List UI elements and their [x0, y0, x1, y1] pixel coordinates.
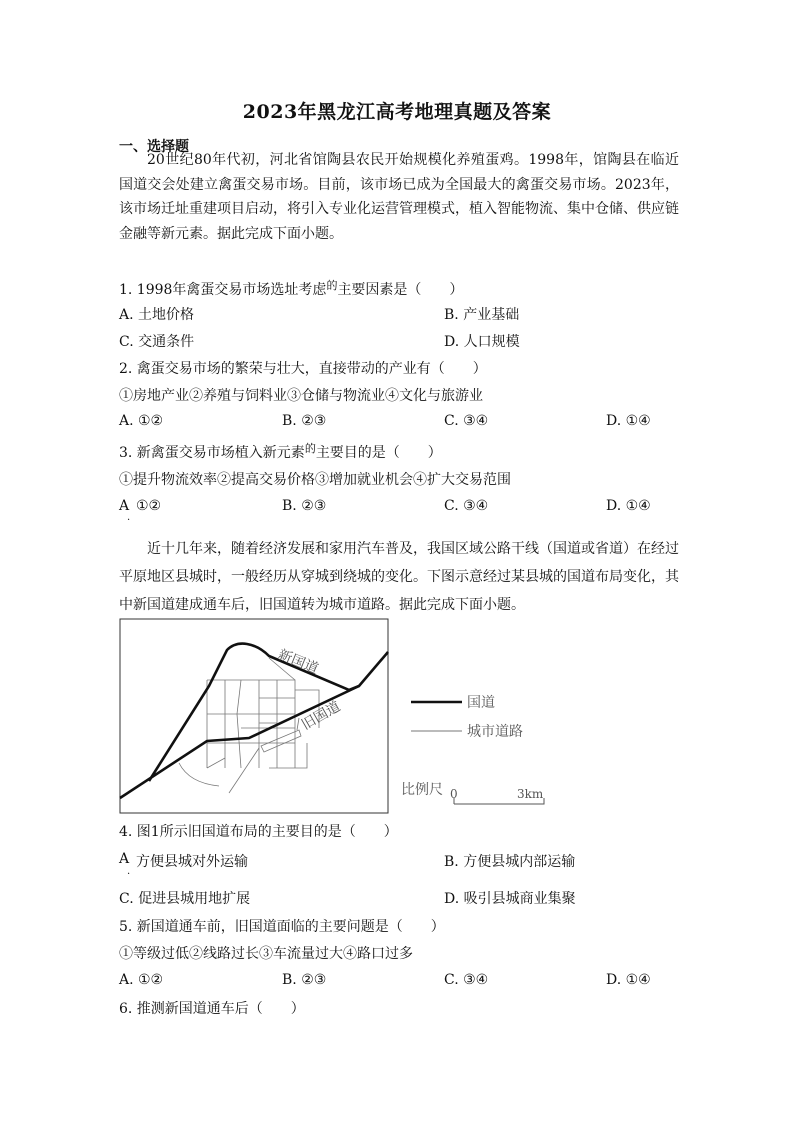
q2-option-b: B. ②③	[282, 413, 327, 429]
question-1-stem-de: 的	[326, 279, 338, 292]
map-frame	[120, 619, 388, 813]
q4-option-a: 方便县城对外运输	[136, 854, 248, 870]
question-1-stem-b: 主要因素是（ ）	[337, 282, 464, 298]
q2-option-d: D. ①④	[606, 413, 651, 429]
question-3-items: ①提升物流效率②提高交易价格③增加就业机会④扩大交易范围	[119, 472, 511, 488]
question-1-stem-a: 1. 1998年禽蛋交易市场选址考虑	[119, 282, 327, 298]
q4-option-d: D. 吸引县城商业集聚	[444, 891, 576, 907]
q2-option-a: A. ①②	[119, 413, 164, 429]
page-title: 2023年黑龙江高考地理真题及答案	[242, 101, 552, 123]
scale-zero: 0	[450, 787, 458, 801]
q5-option-a: A. ①②	[119, 972, 164, 988]
passage-2: 近十几年来，随着经济发展和家用汽车普及，我国区域公路干线（国道或省道）在经过平原地区县城时，一般经历从穿城到绕城的变化。下图示意经过某县城的国道布局变化，其中新国道建成通车后，旧国道转为城市道路。据此完成下面小题。	[119, 541, 679, 613]
new-road-label: 新国道	[275, 646, 321, 678]
section-heading: 一、选择题	[119, 139, 189, 155]
q4-option-c: C. 促进县城用地扩展	[119, 891, 251, 907]
q5-option-b: B. ②③	[282, 972, 327, 988]
old-road-label: 旧国道	[299, 698, 344, 734]
q2-option-c: C. ③④	[444, 413, 489, 429]
q5-option-d: D. ①④	[606, 972, 651, 988]
q4-option-a-dot: .	[127, 866, 131, 877]
q4-option-a-letter: A	[119, 851, 130, 867]
legend-city-label: 城市道路	[467, 724, 523, 740]
q1-option-b: B. 产业基础	[444, 307, 520, 323]
q3-option-a-letter: A	[119, 498, 130, 514]
question-5-items: ①等级过低②线路过长③车流量过大④路口过多	[119, 946, 413, 962]
question-4-stem: 4. 图1所示旧国道布局的主要目的是（ ）	[119, 824, 398, 840]
q1-option-d: D. 人口规模	[444, 334, 520, 350]
question-3-stem-b: 主要目的是（ ）	[315, 445, 442, 461]
scale-end: 3km	[517, 787, 544, 801]
q3-option-d: D. ①④	[606, 498, 651, 514]
q3-option-c: C. ③④	[444, 498, 489, 514]
q1-option-a: A. 土地价格	[119, 307, 195, 323]
question-6-stem: 6. 推测新国道通车后（ ）	[119, 1001, 305, 1017]
question-5-stem: 5. 新国道通车前，旧国道面临的主要问题是（ ）	[119, 919, 445, 935]
q5-option-c: C. ③④	[444, 972, 489, 988]
question-1	[119, 279, 463, 299]
road-map-figure	[119, 618, 549, 816]
question-2-items: ①房地产业②养殖与饲料业③仓储与物流业④文化与旅游业	[119, 388, 483, 404]
q3-option-a: ①②	[136, 498, 162, 514]
legend-national-label: 国道	[467, 695, 495, 711]
q3-option-a-dot: .	[127, 512, 131, 523]
question-3-stem-a: 3. 新禽蛋交易市场植入新元素	[119, 445, 305, 461]
passage-1: 20世纪80年代初，河北省馆陶县农民开始规模化养殖蛋鸡。1998年，馆陶县在临近国道交会处建立禽蛋交易市场。目前，该市场已成为全国最大的禽蛋交易市场。2023年，该市场迁址重建项目启动，将引入专业化运营管理模式，植入智能物流、集中仓储、供应链金融等新元素。据此完成下面小题。	[119, 152, 679, 242]
question-3-stem-de: 的	[304, 442, 316, 455]
question-2-stem: 2. 禽蛋交易市场的繁荣与壮大，直接带动的产业有（ ）	[119, 361, 487, 377]
q1-option-c: C. 交通条件	[119, 334, 195, 350]
question-3	[119, 442, 442, 462]
q4-option-b: B. 方便县城内部运输	[444, 854, 576, 870]
q3-option-b: B. ②③	[282, 498, 327, 514]
scale-label: 比例尺	[401, 782, 443, 798]
